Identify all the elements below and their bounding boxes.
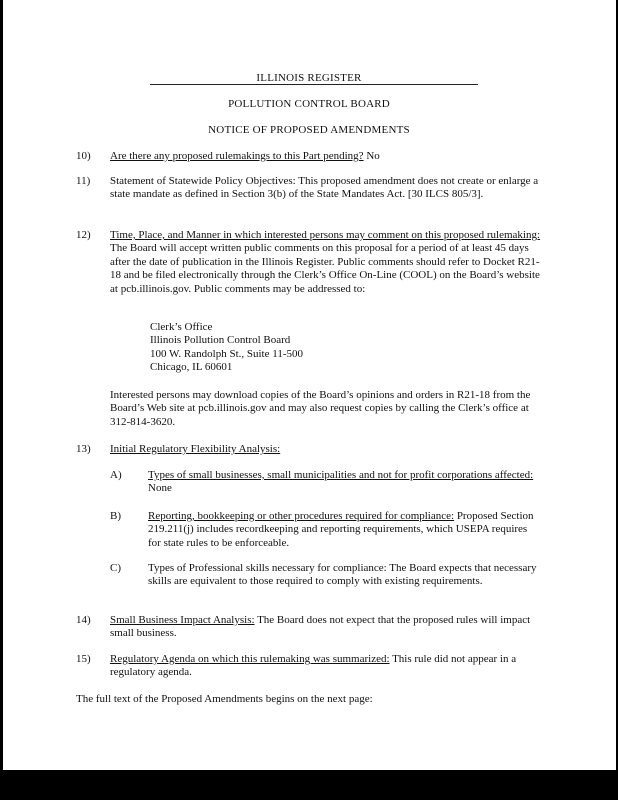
item-13a-letter: A) xyxy=(110,469,122,481)
item-11-number: 11) xyxy=(76,175,91,187)
address-line-1: Clerk’s Office xyxy=(150,321,213,333)
item-11-heading: Statement of Statewide Policy Objectives: xyxy=(110,175,296,187)
item-13-number: 13) xyxy=(76,443,91,455)
notice-title: NOTICE OF PROPOSED AMENDMENTS xyxy=(208,124,410,136)
item-11-text: This proposed amendment does not create or enlarge a state mandate as defined in Section 3(b) of the State Mandates Act. [30 ILCS 805/3]. xyxy=(110,175,539,201)
item-11 xyxy=(110,175,542,202)
item-12-number: 12) xyxy=(76,229,91,241)
item-15-heading: Regulatory Agenda on which this rulemaking was summarized: xyxy=(110,653,390,665)
item-15-text: This rule did not appear in a regulatory agenda. xyxy=(110,653,517,679)
item-13c-letter: C) xyxy=(110,562,121,574)
item-12-heading: Time, Place, and Manner in which interested persons may comment on this proposed rulemaking: xyxy=(110,229,541,241)
item-10 xyxy=(110,150,542,163)
item-15 xyxy=(110,653,542,680)
item-14-heading: Small Business Impact Analysis: xyxy=(110,614,255,626)
register-title: ILLINOIS REGISTER xyxy=(256,72,362,84)
item-13-heading: Initial Regulatory Flexibility Analysis: xyxy=(110,443,281,455)
item-13a-text: None xyxy=(148,482,172,495)
item-13 xyxy=(110,443,542,456)
item-14-text: The Board does not expect that the proposed rules will impact small business. xyxy=(110,614,531,640)
item-12 xyxy=(110,229,542,296)
board-title: POLLUTION CONTROL BOARD xyxy=(228,98,390,110)
item-14 xyxy=(110,614,542,641)
header-rule xyxy=(150,84,478,85)
scan-edge-left xyxy=(0,0,3,800)
item-13c-heading: Types of Professional skills necessary for compliance: xyxy=(148,562,387,574)
item-13a-heading: Types of small businesses, small municipalities and not for profit corporations affected: xyxy=(148,469,534,481)
item-12-download-text: Interested persons may download copies of the Board’s opinions and orders in R21-18 from the Board’s Web site at pcb.illinois.gov and may also request copies by calling the Clerk’s office at 312-814-3620. xyxy=(110,389,531,428)
item-13c-text: The Board expects that necessary skills are equivalent to those required to comply with existing requirements. xyxy=(148,562,537,588)
item-10-heading: Are there any proposed rulemakings to this Part pending? xyxy=(110,150,364,162)
item-10-number: 10) xyxy=(76,150,91,162)
item-13a xyxy=(148,469,542,496)
item-13c xyxy=(148,562,542,589)
item-12-text: The Board will accept written public comments on this proposal for a period of at least 45 days after the date of publication in the Illinois Register. Public comments should refer to Docket R21-18 and be filed electronically through the Clerk’s Office On-Line (COOL) on the Board’s website at pcb.illinois.gov. Public comments may be addressed to: xyxy=(110,242,540,295)
item-13b-text: Proposed Section 219.211(j) includes recordkeeping and reporting requirements, which USEPA requires for state rules to be enforceable. xyxy=(148,510,534,549)
item-13b xyxy=(148,510,542,550)
item-10-text: No xyxy=(363,150,380,162)
item-13b-letter: B) xyxy=(110,510,121,522)
scan-edge-bottom xyxy=(0,770,618,800)
item-14-number: 14) xyxy=(76,614,91,626)
full-text-notice: The full text of the Proposed Amendments begins on the next page: xyxy=(76,693,373,705)
address-line-3: 100 W. Randolph St., Suite 11-500 xyxy=(150,348,303,360)
address-line-2: Illinois Pollution Control Board xyxy=(150,334,291,346)
item-15-number: 15) xyxy=(76,653,91,665)
address-line-4: Chicago, IL 60601 xyxy=(150,361,233,373)
item-13b-heading: Reporting, bookkeeping or other procedures required for compliance: xyxy=(148,510,455,522)
